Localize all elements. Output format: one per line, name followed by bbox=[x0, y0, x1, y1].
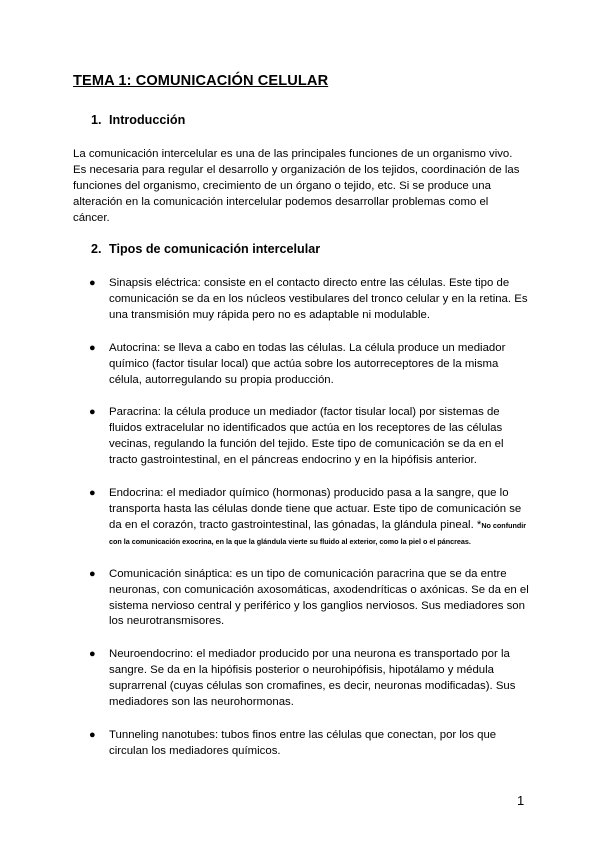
list-item-sinapsis-electrica bbox=[73, 276, 533, 324]
document-title: TEMA 1: COMUNICACIÓN CELULAR bbox=[73, 73, 329, 89]
list-item-text: Endocrina: el mediador químico (hormonas) producido pasa a la sangre, que lo transporta hasta las células donde tiene que actuar. Este tipo de comunicación se da en el corazón, tracto gastrointestinal, las gónadas, la glándula pineal. * bbox=[109, 487, 522, 531]
list-item-comunicacion-sinaptica bbox=[73, 567, 533, 631]
section-heading-introduccion bbox=[91, 113, 185, 127]
bullet-icon: ● bbox=[89, 277, 96, 289]
footnote-text: No confundir con la comunicación exocrina, en la que la glándula vierte su fluido al exterior, como la piel o el páncreas. bbox=[109, 520, 527, 546]
list-item-text: Paracrina: la célula produce un mediador (factor tisular local) por sistemas de fluidos extracelular no identificados que actúa en los receptores de las células vecinas, regulando la función del tejido. Este tipo de comunicación se da en el tracto gastrointestinal, en el páncreas endocrino y en la hipófisis anterior. bbox=[109, 406, 504, 467]
list-item-endocrina bbox=[73, 486, 533, 550]
list-item-text: Tunneling nanotubes: tubos finos entre las células que conectan, por los que circulan los mediadores químicos. bbox=[109, 728, 497, 757]
list-item-text: Neuroendocrino: el mediador producido por una neurona es transportado por la sangre. Se da en la hipófisis posterior o neurohipófisis, hipotálamo y médula suprarrenal (cuyas células son cromafines, es decir, neuronas modificadas). Sus mediadores son las neurohormonas. bbox=[109, 648, 516, 709]
section-number: 1. bbox=[91, 113, 102, 127]
communication-types-list bbox=[73, 276, 533, 777]
bullet-icon: ● bbox=[89, 648, 96, 661]
intro-paragraph: La comunicación intercelular es una de las principales funciones de un organismo vivo. Es necesaria para regular el desarrollo y organización de los tejidos, coordinación de las funciones del organismo, crecimiento de un órgano o tejido, etc. Si se produce una alteración en la comunicación intercelular podemos desarrollar problemas como el cáncer. bbox=[73, 148, 520, 224]
section-number: 2. bbox=[91, 242, 102, 256]
bullet-icon: ● bbox=[89, 567, 96, 580]
bullet-icon: ● bbox=[89, 341, 96, 354]
bullet-icon: ● bbox=[89, 406, 96, 419]
list-item-paracrina bbox=[73, 405, 533, 469]
bullet-icon: ● bbox=[89, 728, 96, 741]
list-item-tunneling-nanotubes bbox=[73, 728, 533, 760]
list-item-text: Sinapsis eléctrica: consiste en el contacto directo entre las células. Este tipo de comunicación se da en los núcleos vestibulares del tronco celular y en la retina. Es una transmisión muy rápida pero no es adaptable ni modulable. bbox=[109, 277, 528, 321]
list-item-text: Comunicación sináptica: es un tipo de comunicación paracrina que se da entre neuronas, con comunicación axosomáticas, axodendríticas o axónicas. Se da en el sistema nervioso central y periférico y los ganglios nerviosos. Sus mediadores son los neurotransmisores. bbox=[109, 567, 529, 628]
page-number: 1 bbox=[517, 793, 525, 808]
list-item-autocrina bbox=[73, 341, 533, 389]
list-item-text: Autocrina: se lleva a cabo en todas las células. La célula produce un mediador químico (factor tisular local) que actúa sobre los autorreceptores de la misma célula, autorregulando su propia producción. bbox=[109, 341, 506, 386]
list-item-neuroendocrino bbox=[73, 647, 533, 711]
section-heading-tipos bbox=[91, 242, 320, 256]
section-title: Introducción bbox=[109, 113, 186, 127]
bullet-icon: ● bbox=[89, 487, 96, 500]
section-title: Tipos de comunicación intercelular bbox=[109, 242, 321, 256]
